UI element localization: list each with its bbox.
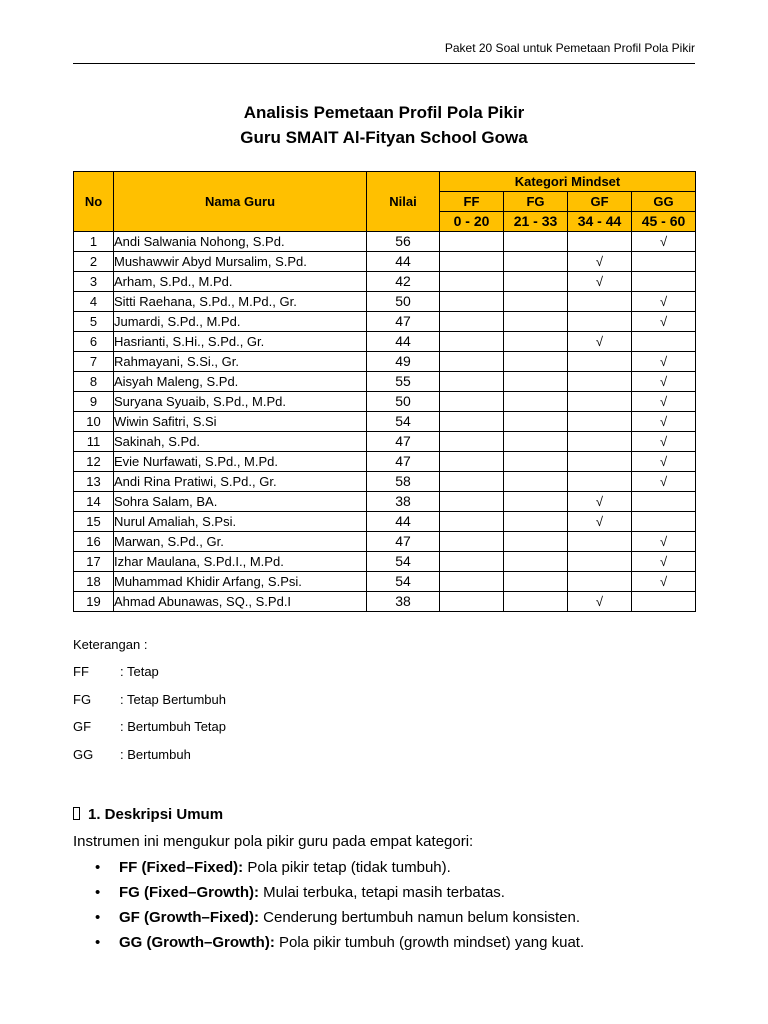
list-item-desc: Mulai terbuka, tetapi masih terbatas. (259, 884, 505, 901)
score: 54 (367, 552, 440, 572)
header-divider (73, 63, 695, 64)
list-item-desc: Cenderung bertumbuh namun belum konsisten. (259, 909, 581, 926)
list-item-desc: Pola pikir tetap (tidak tumbuh). (243, 859, 451, 876)
legend-code: FG (73, 691, 92, 707)
category-cell (440, 552, 504, 572)
legend-heading: Keterangan : (73, 637, 148, 652)
checkbox-glyph-icon (73, 807, 80, 820)
category-cell (632, 532, 696, 552)
teacher-name: Wiwin Safitri, S.Si (114, 412, 367, 432)
check-mark-icon: √ (595, 514, 604, 529)
category-cell (568, 392, 632, 412)
category-cell (440, 372, 504, 392)
score: 47 (367, 532, 440, 552)
row-number: 6 (74, 332, 114, 352)
table-row (74, 372, 696, 392)
list-item-term: GG (Growth–Growth): (119, 934, 275, 951)
score: 47 (367, 452, 440, 472)
row-number: 5 (74, 312, 114, 332)
category-cell (632, 232, 696, 252)
category-cell (568, 552, 632, 572)
row-number: 16 (74, 532, 114, 552)
legend-desc: : Bertumbuh Tetap (120, 719, 226, 734)
teacher-name: Evie Nurfawati, S.Pd., M.Pd. (114, 452, 367, 472)
list-item-term: FF (Fixed–Fixed): (119, 859, 244, 876)
category-cell (504, 452, 568, 472)
category-cell (504, 352, 568, 372)
legend-code: FF (73, 664, 89, 679)
list-item (73, 858, 584, 883)
title-line-2: Guru SMAIT Al-Fityan School Gowa (240, 128, 528, 147)
category-cell (440, 512, 504, 532)
row-number: 14 (74, 492, 114, 512)
category-cell (440, 532, 504, 552)
table-row (74, 312, 696, 332)
table-row (74, 332, 696, 352)
category-cell (632, 412, 696, 432)
category-code: GG (632, 192, 696, 212)
category-cell (632, 292, 696, 312)
row-number: 3 (74, 272, 114, 292)
table-row (74, 592, 696, 612)
category-cell (504, 552, 568, 572)
score: 50 (367, 292, 440, 312)
category-cell (568, 312, 632, 332)
category-cell (440, 392, 504, 412)
check-mark-icon: √ (659, 394, 668, 409)
teacher-name: Sohra Salam, BA. (114, 492, 367, 512)
col-header-no: No (74, 172, 114, 232)
list-item-desc: Pola pikir tumbuh (growth mindset) yang kuat. (274, 934, 585, 951)
category-cell (504, 432, 568, 452)
category-code: FF (440, 192, 504, 212)
check-mark-icon: √ (595, 254, 604, 269)
table-row (74, 452, 696, 472)
score: 55 (367, 372, 440, 392)
table-row (74, 252, 696, 272)
title-line-1: Analisis Pemetaan Profil Pola Pikir (243, 103, 525, 122)
category-cell (440, 592, 504, 612)
category-cell (632, 552, 696, 572)
table-row (74, 492, 696, 512)
category-code: FG (504, 192, 568, 212)
row-number: 1 (74, 232, 114, 252)
check-mark-icon: √ (659, 554, 668, 569)
category-cell (632, 572, 696, 592)
category-cell (504, 572, 568, 592)
category-cell (568, 332, 632, 352)
bullet-icon: • (95, 909, 101, 926)
category-cell (632, 252, 696, 272)
check-mark-icon: √ (659, 314, 668, 329)
row-number: 2 (74, 252, 114, 272)
teacher-name: Sitti Raehana, S.Pd., M.Pd., Gr. (114, 292, 367, 312)
table-row (74, 472, 696, 492)
category-cell (632, 272, 696, 292)
score: 44 (367, 332, 440, 352)
category-cell (632, 452, 696, 472)
category-cell (504, 232, 568, 252)
category-cell (632, 492, 696, 512)
category-list (73, 858, 584, 958)
category-cell (632, 332, 696, 352)
score: 47 (367, 312, 440, 332)
table-row (74, 392, 696, 412)
col-header-nama: Nama Guru (114, 172, 367, 232)
legend-code: GF (73, 719, 92, 734)
legend-item (73, 746, 226, 774)
category-range: 21 - 33 (504, 212, 568, 232)
table-row (74, 532, 696, 552)
category-cell (440, 412, 504, 432)
teacher-name: Mushawwir Abyd Mursalim, S.Pd. (114, 252, 367, 272)
score: 50 (367, 392, 440, 412)
category-cell (568, 532, 632, 552)
category-cell (440, 432, 504, 452)
category-cell (504, 592, 568, 612)
category-cell (568, 592, 632, 612)
category-cell (568, 352, 632, 372)
teacher-name: Hasrianti, S.Hi., S.Pd., Gr. (114, 332, 367, 352)
legend-desc: : Bertumbuh (120, 746, 191, 762)
category-cell (568, 492, 632, 512)
legend-item (73, 663, 226, 691)
teacher-name: Muhammad Khidir Arfang, S.Psi. (114, 572, 367, 592)
list-item-term: FG (Fixed–Growth): (119, 884, 259, 901)
category-cell (632, 512, 696, 532)
section-intro: Instrumen ini mengukur pola pikir guru pada empat kategori: (73, 833, 474, 850)
row-number: 17 (74, 552, 114, 572)
category-cell (632, 432, 696, 452)
teacher-name: Arham, S.Pd., M.Pd. (114, 272, 367, 292)
row-number: 9 (74, 392, 114, 412)
category-cell (632, 472, 696, 492)
legend-item (73, 691, 226, 719)
teacher-name: Suryana Syuaib, S.Pd., M.Pd. (114, 392, 367, 412)
row-number: 8 (74, 372, 114, 392)
row-number: 12 (74, 452, 114, 472)
score: 56 (367, 232, 440, 252)
teacher-name: Jumardi, S.Pd., M.Pd. (114, 312, 367, 332)
score: 54 (367, 572, 440, 592)
teacher-name: Andi Salwania Nohong, S.Pd. (114, 232, 367, 252)
table-row (74, 292, 696, 312)
category-cell (440, 352, 504, 372)
category-cell (568, 472, 632, 492)
check-mark-icon: √ (659, 574, 668, 589)
teacher-name: Izhar Maulana, S.Pd.I., M.Pd. (114, 552, 367, 572)
legend-desc: : Tetap (120, 664, 159, 679)
table-body (74, 232, 696, 612)
category-cell (440, 492, 504, 512)
category-cell (504, 412, 568, 432)
legend (73, 636, 226, 773)
row-number: 4 (74, 292, 114, 312)
category-cell (440, 452, 504, 472)
teacher-name: Marwan, S.Pd., Gr. (114, 532, 367, 552)
category-cell (504, 252, 568, 272)
check-mark-icon: √ (659, 534, 668, 549)
score: 58 (367, 472, 440, 492)
category-cell (504, 332, 568, 352)
category-cell (440, 572, 504, 592)
category-cell (504, 272, 568, 292)
row-number: 10 (74, 412, 114, 432)
table-row (74, 512, 696, 532)
score: 44 (367, 512, 440, 532)
category-range: 34 - 44 (568, 212, 632, 232)
category-cell (568, 252, 632, 272)
category-cell (632, 312, 696, 332)
list-item (73, 908, 584, 933)
score: 47 (367, 432, 440, 452)
category-cell (568, 572, 632, 592)
category-cell (632, 372, 696, 392)
bullet-icon: • (95, 934, 101, 951)
table-row (74, 412, 696, 432)
category-cell (440, 232, 504, 252)
category-code: GF (568, 192, 632, 212)
legend-code: GG (73, 746, 94, 762)
check-mark-icon: √ (595, 274, 604, 289)
teacher-name: Andi Rina Pratiwi, S.Pd., Gr. (114, 472, 367, 492)
legend-item (73, 718, 226, 746)
score: 54 (367, 412, 440, 432)
col-header-nilai: Nilai (367, 172, 440, 232)
check-mark-icon: √ (595, 494, 604, 509)
category-cell (568, 232, 632, 252)
score: 38 (367, 592, 440, 612)
row-number: 7 (74, 352, 114, 372)
bullet-icon: • (95, 884, 101, 901)
category-cell (440, 332, 504, 352)
table-row (74, 272, 696, 292)
check-mark-icon: √ (659, 474, 668, 489)
category-cell (568, 292, 632, 312)
row-number: 13 (74, 472, 114, 492)
category-range: 45 - 60 (632, 212, 696, 232)
check-mark-icon: √ (659, 354, 668, 369)
table-row (74, 352, 696, 372)
row-number: 19 (74, 592, 114, 612)
teacher-name: Nurul Amaliah, S.Psi. (114, 512, 367, 532)
category-cell (504, 512, 568, 532)
section-heading (73, 806, 223, 823)
category-cell (440, 312, 504, 332)
category-cell (504, 532, 568, 552)
score: 42 (367, 272, 440, 292)
check-mark-icon: √ (659, 454, 668, 469)
row-number: 11 (74, 432, 114, 452)
category-cell (440, 252, 504, 272)
teacher-name: Ahmad Abunawas, SQ., S.Pd.I (114, 592, 367, 612)
row-number: 18 (74, 572, 114, 592)
category-cell (440, 472, 504, 492)
category-cell (568, 512, 632, 532)
category-cell (504, 392, 568, 412)
category-cell (568, 272, 632, 292)
category-cell (568, 452, 632, 472)
mindset-table (73, 171, 696, 612)
table-row (74, 432, 696, 452)
category-cell (632, 392, 696, 412)
table-row (74, 552, 696, 572)
category-cell (504, 312, 568, 332)
category-cell (568, 432, 632, 452)
teacher-name: Rahmayani, S.Si., Gr. (114, 352, 367, 372)
score: 49 (367, 352, 440, 372)
category-cell (568, 412, 632, 432)
category-cell (440, 292, 504, 312)
category-cell (504, 372, 568, 392)
category-cell (504, 292, 568, 312)
row-number: 15 (74, 512, 114, 532)
check-mark-icon: √ (659, 414, 668, 429)
list-item (73, 933, 584, 958)
check-mark-icon: √ (659, 294, 668, 309)
category-cell (504, 492, 568, 512)
category-cell (440, 272, 504, 292)
check-mark-icon: √ (595, 334, 604, 349)
table-row (74, 572, 696, 592)
check-mark-icon: √ (659, 234, 668, 249)
score: 38 (367, 492, 440, 512)
running-header: Paket 20 Soal untuk Pemetaan Profil Pola Pikir (444, 41, 695, 55)
check-mark-icon: √ (659, 434, 668, 449)
legend-desc: : Tetap Bertumbuh (120, 691, 226, 707)
list-item (73, 883, 584, 908)
check-mark-icon: √ (595, 594, 604, 609)
teacher-name: Sakinah, S.Pd. (114, 432, 367, 452)
col-header-kategori: Kategori Mindset (440, 172, 696, 192)
table-row (74, 232, 696, 252)
document-title (0, 100, 768, 150)
bullet-icon: • (95, 859, 101, 876)
category-range: 0 - 20 (440, 212, 504, 232)
check-mark-icon: √ (659, 374, 668, 389)
category-cell (632, 352, 696, 372)
category-cell (568, 372, 632, 392)
score: 44 (367, 252, 440, 272)
category-cell (504, 472, 568, 492)
list-item-term: GF (Growth–Fixed): (119, 909, 259, 926)
category-cell (632, 592, 696, 612)
teacher-name: Aisyah Maleng, S.Pd. (114, 372, 367, 392)
section-heading-text: 1. Deskripsi Umum (88, 806, 224, 823)
